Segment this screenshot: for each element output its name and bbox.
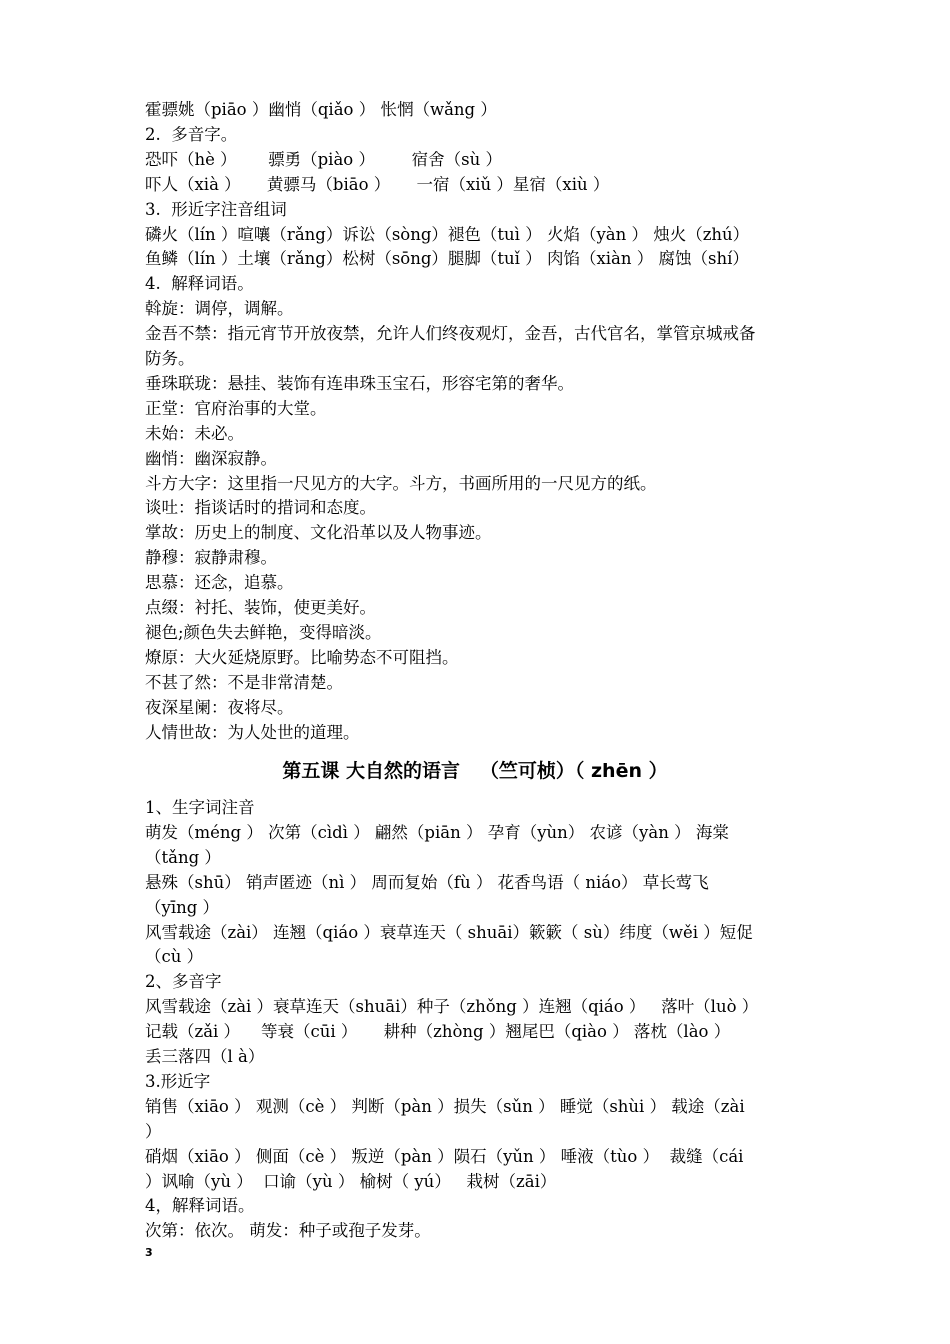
text-line: ） <box>145 1121 162 1141</box>
text-line: 磷火（lín ）喧嚷（rǎng）诉讼（sòng）褪色（tuì ） 火焰（yàn ） 烛火（zhú） <box>145 224 750 244</box>
text-line: 3.形近字 <box>145 1071 211 1091</box>
text-line: 销售（xiāo ） 观测（cè ） 判断（pàn ）损失（sǔn ） 睡觉（shùi ） 载途（zài <box>145 1096 745 1116</box>
text-line: 人情世故：为人处世的道理。 <box>145 722 360 742</box>
text-line: 燎原：大火延烧原野。比喻势态不可阻挡。 <box>145 647 459 667</box>
text-line: 未始：未必。 <box>145 423 244 443</box>
text-line: 2. 多音字。 <box>145 124 238 144</box>
text-line: 3. 形近字注音组词 <box>145 199 287 219</box>
lesson-title: 第五课 大自然的语言 （竺可桢）（ zhēn ） <box>282 760 668 782</box>
text-line: 吓人（xià ） 黄骠马（biāo ） 一宿（xiǔ ）星宿（xiù ） <box>145 174 610 194</box>
text-line: 斡旋：调停，调解。 <box>145 299 294 319</box>
text-line: 金吾不禁：指元宵节开放夜禁，允许人们终夜观灯，金吾，古代官名，掌管京城戒备 <box>145 324 756 344</box>
text-line: （cù ） <box>145 947 204 967</box>
text-line: 夜深星阑：夜将尽。 <box>145 697 294 717</box>
text-line: 谈吐：指谈话时的措词和态度。 <box>145 498 376 518</box>
text-line: （tǎng ） <box>145 847 221 867</box>
text-line: 2、多音字 <box>145 972 222 992</box>
text-line: 防务。 <box>145 349 195 368</box>
text-line: 1、生字词注音 <box>145 798 255 817</box>
text-line: 风雪载途（zài ）衰草连天（shuāi）种子（zhǒng ）连翘（qiáo ） 落叶（luò ） <box>145 997 759 1017</box>
text-line: （yīng ） <box>145 897 220 917</box>
text-line: 4，解释词语。 <box>145 1196 255 1216</box>
text-line: ）讽喻（yù ） 口谕（yù ） 榆树（ yú） 栽树（zāi） <box>145 1171 557 1191</box>
text-line: 静穆：寂静肃穆。 <box>145 548 277 568</box>
text-line: 幽悄：幽深寂静。 <box>145 448 277 468</box>
text-line: 萌发（méng ） 次第（cìdì ） 翩然（piān ） 孕育（yùn） 农谚（yàn ） 海棠 <box>145 822 729 842</box>
text-line: 掌故：历史上的制度、文化沿革以及人物事迹。 <box>145 523 492 543</box>
text-line: 风雪载途（zài） 连翘（qiáo ）衰草连天（ shuāi）簌簌（ sù）纬度（wěi ）短促 <box>145 922 753 942</box>
text-line: 霍骠姚（piāo ）幽悄（qiǎo ） 怅惘（wǎng ） <box>145 100 497 119</box>
text-line: 硝烟（xiāo ） 侧面（cè ） 叛逆（pàn ）陨石（yǔn ） 唾液（tùo ） 裁缝（cái <box>145 1146 744 1166</box>
text-line: 悬殊（shū） 销声匿迹（nì ） 周而复始（fù ） 花香鸟语（ niáo） 草长莺飞 <box>145 872 709 892</box>
text-line: 思慕：还念，追慕。 <box>145 573 294 593</box>
text-line: 丢三落四（l à） <box>145 1047 265 1066</box>
text-line: 鱼鳞（lín ）土壤（rǎng）松树（sōng）腿脚（tuǐ ） 肉馅（xiàn ） 腐蚀（shí） <box>145 249 749 269</box>
text-line: 记载（zǎi ） 等衰（cūi ） 耕种（zhòng ）翘尾巴（qiào ） 落枕（lào ） <box>145 1022 731 1042</box>
text-line: 斗方大字：这里指一尺见方的大字。斗方，书画所用的一尺见方的纸。 <box>145 473 657 493</box>
text-line: 垂珠联珑：悬挂、装饰有连串珠玉宝石，形容宅第的奢华。 <box>145 373 574 393</box>
text-line: 褪色;颜色失去鲜艳，变得暗淡。 <box>145 622 382 642</box>
page-number: 3 <box>145 1246 153 1259</box>
text-line: 恐吓（hè ） 骠勇（piào ） 宿舍（sù ） <box>145 149 503 169</box>
text-line: 点缀：衬托、装饰，使更美好。 <box>145 598 376 617</box>
text-line: 4. 解释词语。 <box>145 274 254 294</box>
text-line: 正堂：官府治事的大堂。 <box>145 398 327 418</box>
text-line: 不甚了然：不是非常清楚。 <box>145 672 343 692</box>
text-line: 次第：依次。 萌发：种子或孢子发芽。 <box>145 1221 431 1241</box>
